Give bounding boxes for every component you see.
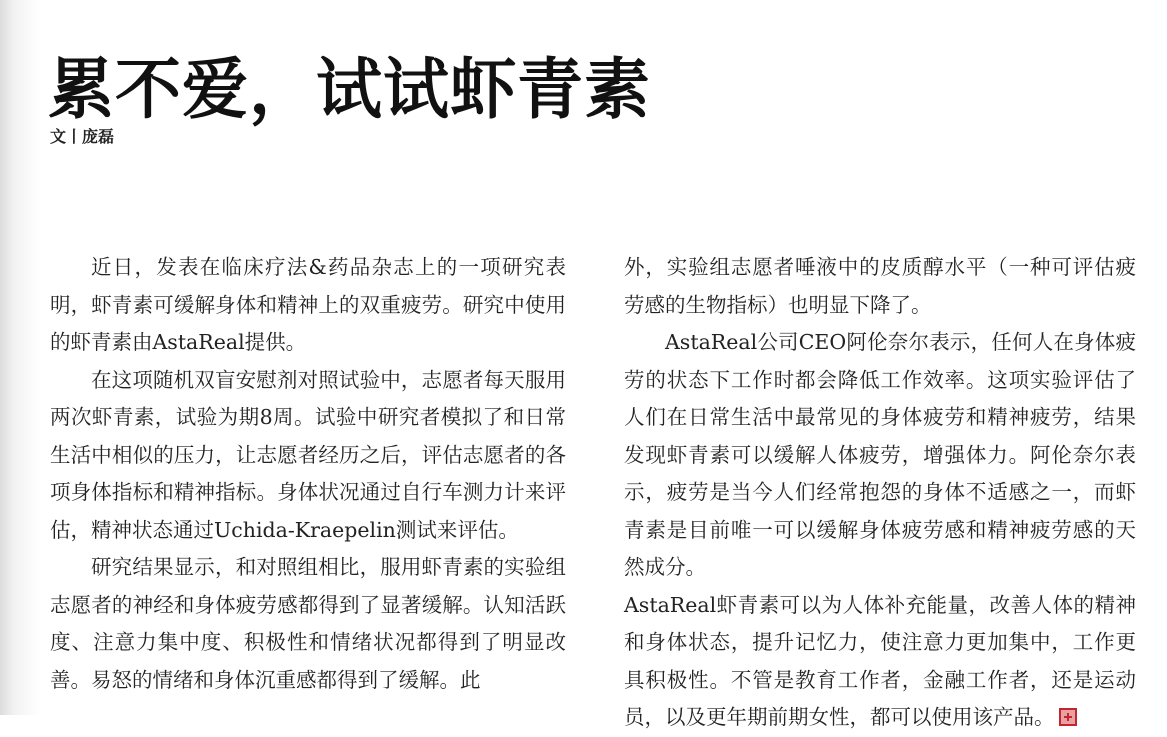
article-title: 累不爱，试试虾青素 xyxy=(48,51,651,129)
paragraph: 研究结果显示，和对照组相比，服用虾青素的实验组志愿者的神经和身体疲劳感都得到了显著缓解。认知活跃度、注意力集中度、积极性和情绪状况都得到了明显改善。易怒的情绪和身体沉重感都得到了缓解。此 xyxy=(50,555,566,692)
right-column xyxy=(624,249,1136,737)
paragraph-text: AstaReal虾青素可以为人体补充能量，改善人体的精神和身体状态，提升记忆力，使注意力更加集中，工作更具积极性。不管是教育工作者，金融工作者，还是运动员，以及更年期前期女性，都可以使用该产品。 xyxy=(624,592,1136,729)
paragraph xyxy=(624,587,1136,737)
paragraph: 近日，发表在临床疗法&药品杂志上的一项研究表明，虾青素可缓解身体和精神上的双重疲劳。研究中使用的虾青素由AstaReal提供。 xyxy=(50,255,566,354)
left-column xyxy=(50,249,566,699)
paragraph: 外，实验组志愿者唾液中的皮质醇水平（一种可评估疲劳感的生物指标）也明显下降了。 xyxy=(624,255,1136,317)
paragraph: 在这项随机双盲安慰剂对照试验中，志愿者每天服用两次虾青素，试验为期8周。试验中研究者模拟了和日常生活中相似的压力，让志愿者经历之后，评估志愿者的各项身体指标和精神指标。身体状况通过自行车测力计来评估，精神状态通过Uchida-Kraepelin测试来评估。 xyxy=(50,367,566,542)
paragraph: AstaReal公司CEO阿伦奈尔表示，任何人在身体疲劳的状态下工作时都会降低工作效率。这项实验评估了人们在日常生活中最常见的身体疲劳和精神疲劳，结果发现虾青素可以缓解人体疲劳，增强体力。阿伦奈尔表示，疲劳是当今人们经常抱怨的身体不适感之一，而虾青素是目前唯一可以缓解身体疲劳感和精神疲劳感的天然成分。 xyxy=(624,330,1136,579)
red-seal-icon xyxy=(1059,708,1077,726)
byline: 文丨庞磊 xyxy=(50,127,115,146)
